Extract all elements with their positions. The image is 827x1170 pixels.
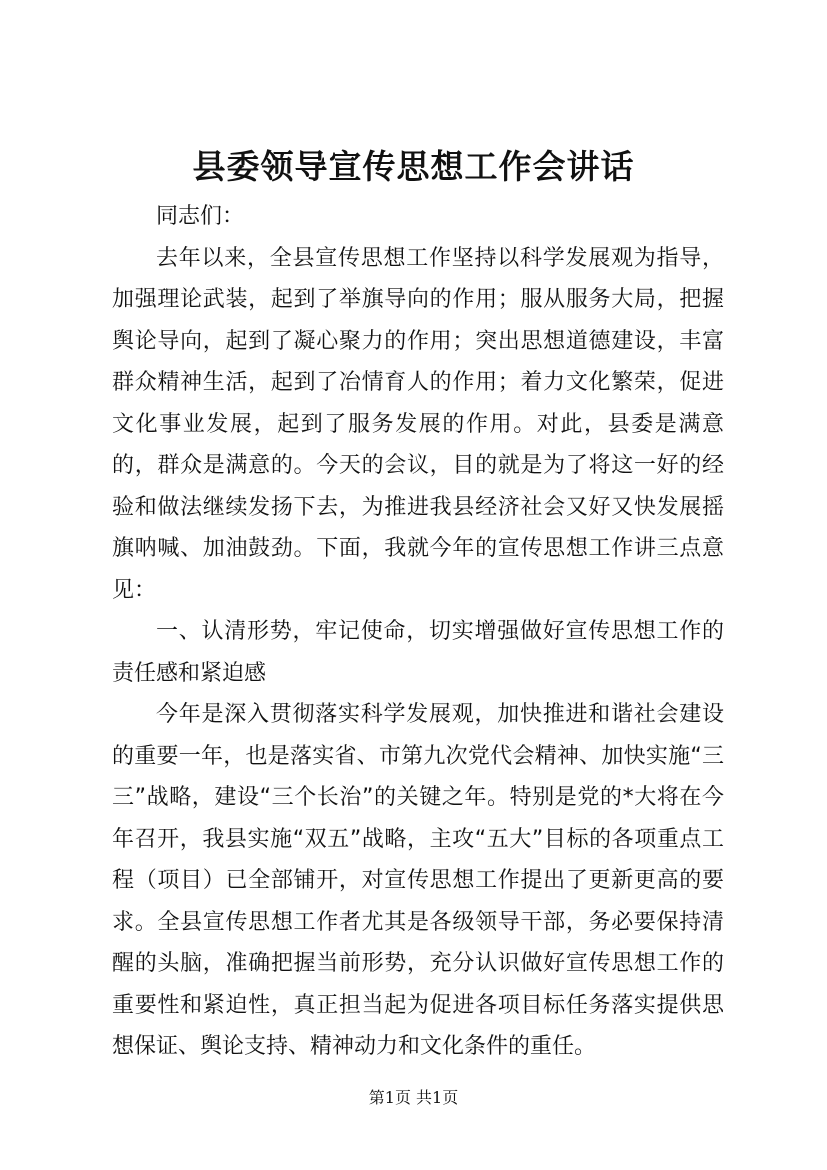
- page-number-footer: 第1页 共1页: [368, 1088, 459, 1107]
- paragraph-section-1: 今年是深入贯彻落实科学发展观，加快推进和谐社会建设的重要一年，也是落实省、市第九次党代会精神、加快实施“三三”战略，建设“三个长治”的关键之年。特别是党的*大将在今年召开，我县实施“双五”战略，主攻“五大”目标的各项重点工程（项目）已全部铺开，对宣传思想工作提出了更新更高的要求。全县宣传思想工作者尤其是各级领导干部，务必要保持清醒的头脑，准确把握当前形势，充分认识做好宣传思想工作的重要性和紧迫性，真正担当起为促进各项目标任务落实提供思想保证、舆论支持、精神动力和文化条件的重任。: [112, 702, 724, 1059]
- document-title: 县委领导宣传思想工作会讲话: [192, 147, 635, 186]
- paragraph-intro: 去年以来，全县宣传思想工作坚持以科学发展观为指导，加强理论武装，起到了举旗导向的作用；服从服务大局，把握舆论导向，起到了凝心聚力的作用；突出思想道德建设，丰富群众精神生活，起到了冶情育人的作用；着力文化繁荣，促进文化事业发展，起到了服务发展的作用。对此，县委是满意的，群众是满意的。今天的会议，目的就是为了将这一好的经验和做法继续发扬下去，为推进我县经济社会又好又快发展摇旗呐喊、加油鼓劲。下面，我就今年的宣传思想工作讲三点意见：: [112, 245, 724, 603]
- document-body: [112, 196, 724, 1068]
- section-heading-1: 一、认清形势，牢记使命，切实增强做好宣传思想工作的责任感和紧迫感: [112, 619, 724, 686]
- salutation: 同志们：: [156, 204, 245, 229]
